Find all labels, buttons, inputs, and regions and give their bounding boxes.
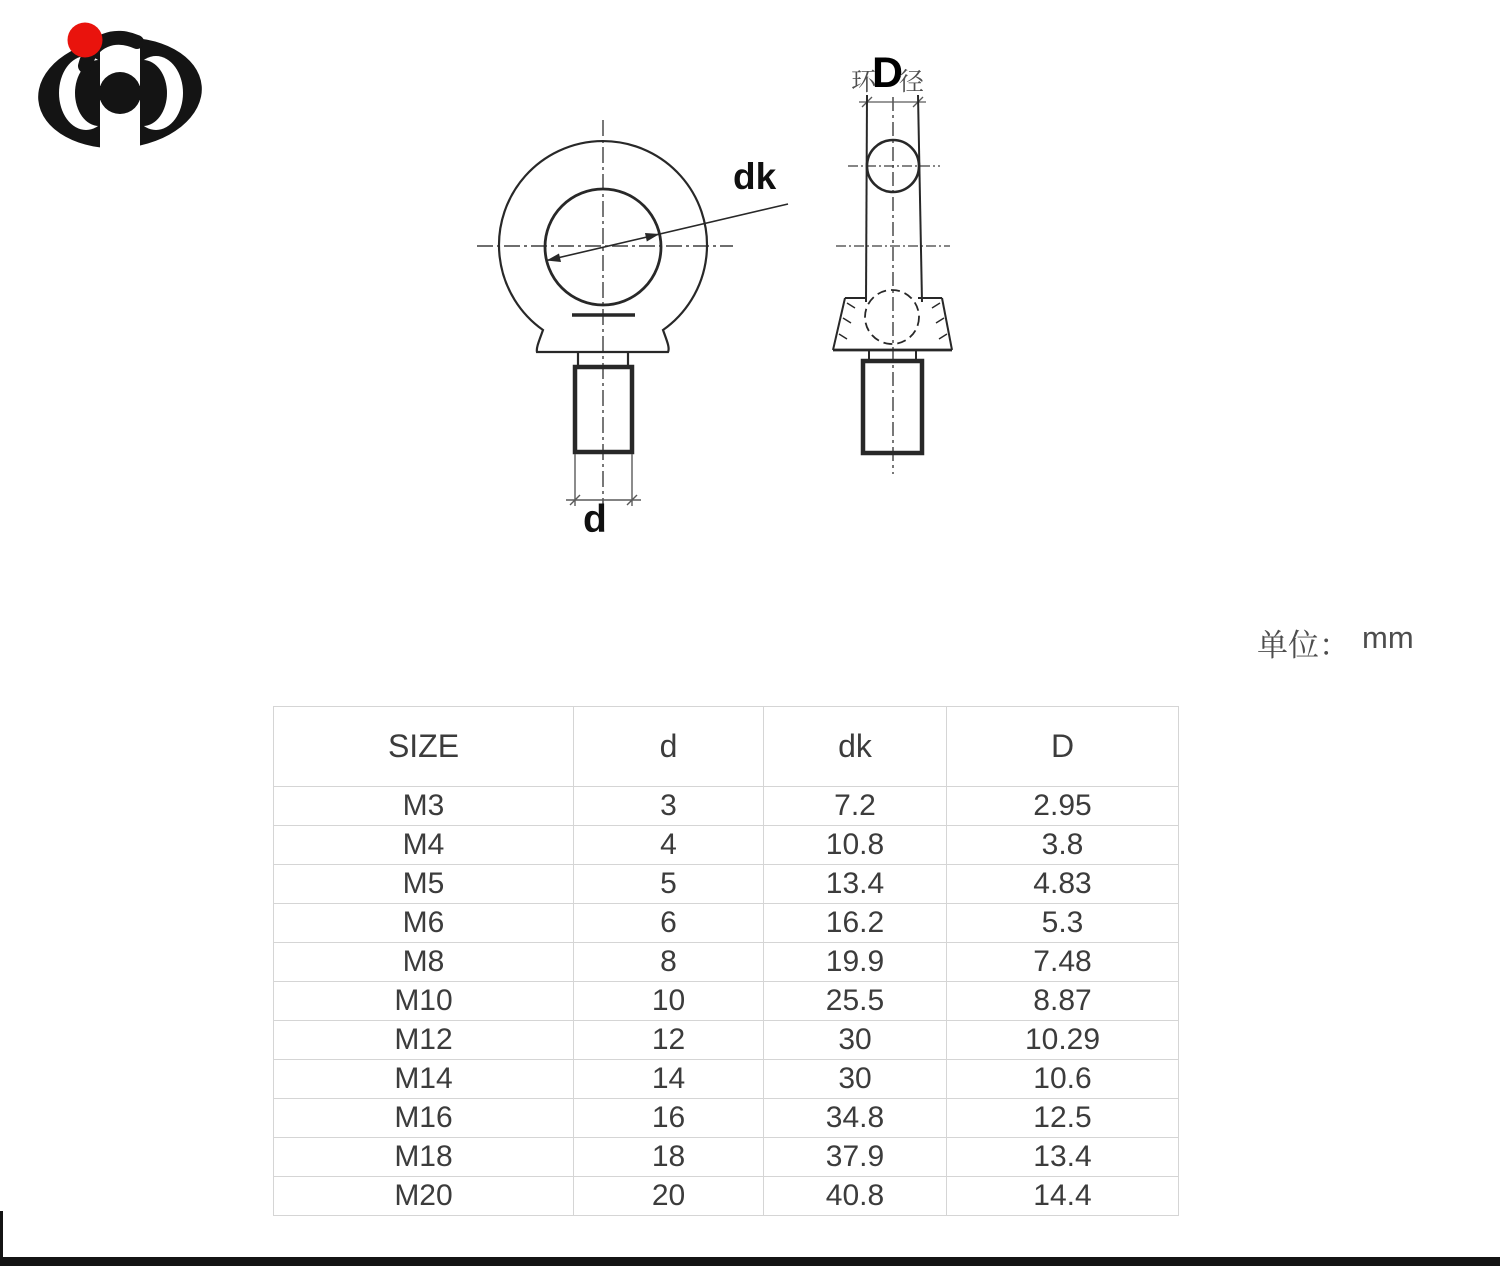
cell-d: 3 [574, 787, 764, 826]
cell-dk: 40.8 [764, 1177, 947, 1216]
table-row [274, 943, 1179, 982]
cell-dk: 7.2 [764, 787, 947, 826]
cell-d: 18 [574, 1138, 764, 1177]
cell-dk: 19.9 [764, 943, 947, 982]
cell-size: M5 [274, 865, 574, 904]
cell-D: 10.6 [947, 1060, 1179, 1099]
cell-D: 8.87 [947, 982, 1179, 1021]
cell-D: 4.83 [947, 865, 1179, 904]
col-header-size: SIZE [274, 707, 574, 787]
cell-d: 10 [574, 982, 764, 1021]
col-header-dk: dk [764, 707, 947, 787]
cell-size: M20 [274, 1177, 574, 1216]
cell-d: 20 [574, 1177, 764, 1216]
cell-size: M6 [274, 904, 574, 943]
cell-d: 8 [574, 943, 764, 982]
cell-D: 14.4 [947, 1177, 1179, 1216]
units-note-value: mm [1362, 620, 1414, 655]
d-dimension-label: d [583, 498, 607, 541]
cell-D: 12.5 [947, 1099, 1179, 1138]
cell-size: M14 [274, 1060, 574, 1099]
table-row [274, 1138, 1179, 1177]
cell-d: 12 [574, 1021, 764, 1060]
cell-size: M4 [274, 826, 574, 865]
cell-D: 13.4 [947, 1138, 1179, 1177]
table-row [274, 1021, 1179, 1060]
col-header-d: d [574, 707, 764, 787]
cell-size: M16 [274, 1099, 574, 1138]
cell-size: M18 [274, 1138, 574, 1177]
table-row [274, 904, 1179, 943]
table-row [274, 1177, 1179, 1216]
cell-dk: 10.8 [764, 826, 947, 865]
technical-drawing [0, 0, 1500, 560]
cell-d: 4 [574, 826, 764, 865]
cell-d: 5 [574, 865, 764, 904]
bottom-black-bar [0, 1257, 1500, 1266]
cell-d: 14 [574, 1060, 764, 1099]
cell-size: M3 [274, 787, 574, 826]
cell-D: 7.48 [947, 943, 1179, 982]
cell-size: M12 [274, 1021, 574, 1060]
cell-D: 10.29 [947, 1021, 1179, 1060]
table-row [274, 826, 1179, 865]
cell-d: 6 [574, 904, 764, 943]
table-row [274, 982, 1179, 1021]
table-row [274, 865, 1179, 904]
side-view-drawing [833, 95, 952, 474]
cell-size: M8 [274, 943, 574, 982]
size-spec-table [273, 706, 1179, 1216]
left-edge-mark [0, 1211, 3, 1258]
cell-dk: 37.9 [764, 1138, 947, 1177]
cell-D: 3.8 [947, 826, 1179, 865]
ring-diameter-label-prefix: 环 [851, 68, 877, 96]
cell-dk: 13.4 [764, 865, 947, 904]
cell-dk: 25.5 [764, 982, 947, 1021]
cell-d: 16 [574, 1099, 764, 1138]
cell-size: M10 [274, 982, 574, 1021]
table-row [274, 1099, 1179, 1138]
cell-dk: 34.8 [764, 1099, 947, 1138]
units-note-label: 单位： [1257, 628, 1350, 663]
cell-dk: 30 [764, 1060, 947, 1099]
cell-D: 2.95 [947, 787, 1179, 826]
D-dimension-label: D [872, 49, 904, 97]
table-row [274, 787, 1179, 826]
ring-diameter-label-suffix: 径 [899, 68, 925, 96]
table-header-row [274, 707, 1179, 787]
table-row [274, 1060, 1179, 1099]
dk-dimension-label: dk [733, 156, 777, 197]
cell-dk: 30 [764, 1021, 947, 1060]
cell-dk: 16.2 [764, 904, 947, 943]
cell-D: 5.3 [947, 904, 1179, 943]
units-note [1257, 620, 1414, 665]
col-header-D: D [947, 707, 1179, 787]
